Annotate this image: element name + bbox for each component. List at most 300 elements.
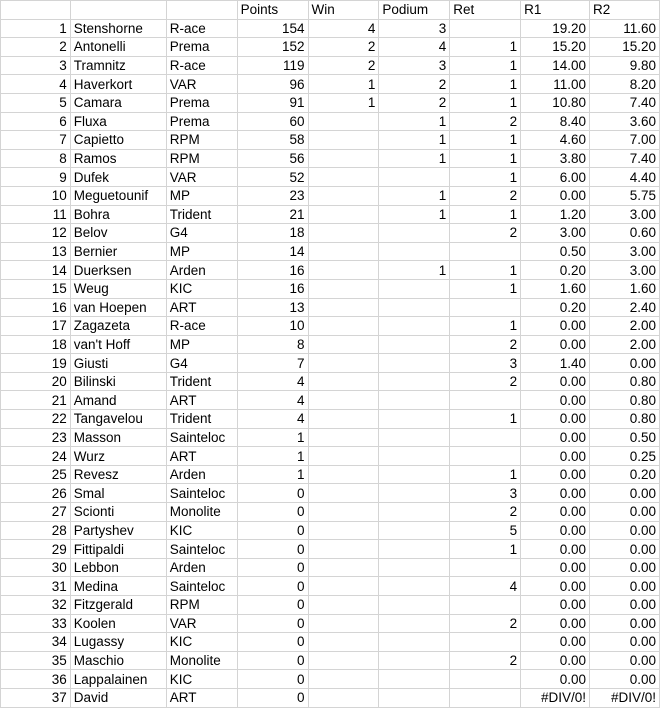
points-cell[interactable]: 18 xyxy=(237,224,308,243)
win-cell[interactable] xyxy=(308,484,379,503)
r1-cell[interactable]: 0.00 xyxy=(521,503,590,522)
points-cell[interactable]: 10 xyxy=(237,317,308,336)
header-cell-podium[interactable]: Podium xyxy=(379,1,450,20)
r2-cell[interactable]: 0.00 xyxy=(590,354,660,373)
team-cell[interactable]: RPM xyxy=(166,149,237,168)
r2-cell[interactable]: 0.80 xyxy=(590,372,660,391)
podium-cell[interactable] xyxy=(379,298,450,317)
team-cell[interactable]: Trident xyxy=(166,205,237,224)
win-cell[interactable]: 1 xyxy=(308,93,379,112)
rank-cell[interactable]: 19 xyxy=(1,354,71,373)
ret-cell[interactable]: 2 xyxy=(450,614,521,633)
driver-cell[interactable]: Bilinski xyxy=(70,372,166,391)
team-cell[interactable]: KIC xyxy=(166,521,237,540)
ret-cell[interactable]: 1 xyxy=(450,56,521,75)
r1-cell[interactable]: 0.20 xyxy=(521,261,590,280)
ret-cell[interactable] xyxy=(450,596,521,615)
r1-cell[interactable]: 0.00 xyxy=(521,558,590,577)
win-cell[interactable] xyxy=(308,410,379,429)
driver-cell[interactable]: Belov xyxy=(70,224,166,243)
ret-cell[interactable] xyxy=(450,670,521,689)
driver-cell[interactable]: Haverkort xyxy=(70,75,166,94)
driver-cell[interactable]: Bernier xyxy=(70,242,166,261)
r1-cell[interactable]: 1.20 xyxy=(521,205,590,224)
r1-cell[interactable]: 0.00 xyxy=(521,596,590,615)
ret-cell[interactable]: 1 xyxy=(450,261,521,280)
ret-cell[interactable] xyxy=(450,428,521,447)
points-cell[interactable]: 0 xyxy=(237,614,308,633)
podium-cell[interactable] xyxy=(379,688,450,707)
win-cell[interactable] xyxy=(308,558,379,577)
driver-cell[interactable]: Duerksen xyxy=(70,261,166,280)
rank-cell[interactable]: 14 xyxy=(1,261,71,280)
points-cell[interactable]: 119 xyxy=(237,56,308,75)
rank-cell[interactable]: 34 xyxy=(1,633,71,652)
ret-cell[interactable]: 1 xyxy=(450,317,521,336)
r2-cell[interactable]: 0.00 xyxy=(590,558,660,577)
ret-cell[interactable] xyxy=(450,242,521,261)
r1-cell[interactable]: 0.00 xyxy=(521,577,590,596)
r1-cell[interactable]: 0.00 xyxy=(521,651,590,670)
r1-cell[interactable]: 0.00 xyxy=(521,465,590,484)
driver-cell[interactable]: Stenshorne xyxy=(70,19,166,38)
podium-cell[interactable]: 1 xyxy=(379,205,450,224)
team-cell[interactable]: VAR xyxy=(166,75,237,94)
points-cell[interactable]: 96 xyxy=(237,75,308,94)
podium-cell[interactable] xyxy=(379,168,450,187)
points-cell[interactable]: 58 xyxy=(237,131,308,150)
rank-cell[interactable]: 24 xyxy=(1,447,71,466)
header-cell-r2[interactable]: R2 xyxy=(590,1,660,20)
win-cell[interactable] xyxy=(308,447,379,466)
podium-cell[interactable] xyxy=(379,317,450,336)
r2-cell[interactable]: 5.75 xyxy=(590,186,660,205)
team-cell[interactable]: Monolite xyxy=(166,651,237,670)
ret-cell[interactable] xyxy=(450,298,521,317)
points-cell[interactable]: 7 xyxy=(237,354,308,373)
points-cell[interactable]: 91 xyxy=(237,93,308,112)
rank-cell[interactable]: 26 xyxy=(1,484,71,503)
team-cell[interactable]: KIC xyxy=(166,279,237,298)
rank-cell[interactable]: 2 xyxy=(1,38,71,57)
rank-cell[interactable]: 13 xyxy=(1,242,71,261)
points-cell[interactable]: 21 xyxy=(237,205,308,224)
header-cell-empty[interactable] xyxy=(70,1,166,20)
r1-cell[interactable]: 11.00 xyxy=(521,75,590,94)
team-cell[interactable]: G4 xyxy=(166,354,237,373)
points-cell[interactable]: 13 xyxy=(237,298,308,317)
rank-cell[interactable]: 9 xyxy=(1,168,71,187)
rank-cell[interactable]: 4 xyxy=(1,75,71,94)
team-cell[interactable]: ART xyxy=(166,688,237,707)
win-cell[interactable] xyxy=(308,596,379,615)
header-cell-ret[interactable]: Ret xyxy=(450,1,521,20)
ret-cell[interactable] xyxy=(450,391,521,410)
podium-cell[interactable]: 4 xyxy=(379,38,450,57)
r1-cell[interactable]: 3.80 xyxy=(521,149,590,168)
points-cell[interactable]: 52 xyxy=(237,168,308,187)
win-cell[interactable] xyxy=(308,224,379,243)
driver-cell[interactable]: Fittipaldi xyxy=(70,540,166,559)
r2-cell[interactable]: 11.60 xyxy=(590,19,660,38)
r1-cell[interactable]: 0.00 xyxy=(521,484,590,503)
team-cell[interactable]: Sainteloc xyxy=(166,577,237,596)
r1-cell[interactable]: 0.00 xyxy=(521,447,590,466)
points-cell[interactable]: 4 xyxy=(237,372,308,391)
driver-cell[interactable]: Lappalainen xyxy=(70,670,166,689)
podium-cell[interactable] xyxy=(379,484,450,503)
r1-cell[interactable]: 0.00 xyxy=(521,410,590,429)
ret-cell[interactable]: 2 xyxy=(450,112,521,131)
ret-cell[interactable]: 1 xyxy=(450,131,521,150)
team-cell[interactable]: R-ace xyxy=(166,317,237,336)
points-cell[interactable]: 0 xyxy=(237,670,308,689)
r2-cell[interactable]: 0.80 xyxy=(590,410,660,429)
ret-cell[interactable]: 1 xyxy=(450,38,521,57)
podium-cell[interactable] xyxy=(379,335,450,354)
win-cell[interactable]: 1 xyxy=(308,75,379,94)
team-cell[interactable]: Sainteloc xyxy=(166,428,237,447)
points-cell[interactable]: 1 xyxy=(237,428,308,447)
points-cell[interactable]: 0 xyxy=(237,503,308,522)
rank-cell[interactable]: 5 xyxy=(1,93,71,112)
win-cell[interactable] xyxy=(308,354,379,373)
header-cell-rank[interactable] xyxy=(1,1,71,20)
r1-cell[interactable]: 14.00 xyxy=(521,56,590,75)
r1-cell[interactable]: 0.00 xyxy=(521,540,590,559)
win-cell[interactable] xyxy=(308,688,379,707)
ret-cell[interactable]: 2 xyxy=(450,186,521,205)
podium-cell[interactable] xyxy=(379,465,450,484)
win-cell[interactable] xyxy=(308,317,379,336)
driver-cell[interactable]: Ramos xyxy=(70,149,166,168)
r2-cell[interactable]: 3.60 xyxy=(590,112,660,131)
win-cell[interactable] xyxy=(308,503,379,522)
points-cell[interactable]: 0 xyxy=(237,577,308,596)
driver-cell[interactable]: Wurz xyxy=(70,447,166,466)
team-cell[interactable]: KIC xyxy=(166,670,237,689)
team-cell[interactable]: MP xyxy=(166,335,237,354)
team-cell[interactable]: Arden xyxy=(166,465,237,484)
podium-cell[interactable]: 3 xyxy=(379,56,450,75)
team-cell[interactable]: Sainteloc xyxy=(166,484,237,503)
rank-cell[interactable]: 12 xyxy=(1,224,71,243)
header-cell-team[interactable] xyxy=(166,1,237,20)
team-cell[interactable]: Trident xyxy=(166,410,237,429)
r1-cell[interactable]: 0.00 xyxy=(521,317,590,336)
win-cell[interactable] xyxy=(308,242,379,261)
team-cell[interactable]: Trident xyxy=(166,372,237,391)
r2-cell[interactable]: 0.00 xyxy=(590,596,660,615)
win-cell[interactable] xyxy=(308,428,379,447)
r1-cell[interactable]: 19.20 xyxy=(521,19,590,38)
podium-cell[interactable] xyxy=(379,540,450,559)
driver-cell[interactable]: Capietto xyxy=(70,131,166,150)
ret-cell[interactable]: 1 xyxy=(450,168,521,187)
win-cell[interactable] xyxy=(308,186,379,205)
rank-cell[interactable]: 35 xyxy=(1,651,71,670)
ret-cell[interactable]: 2 xyxy=(450,503,521,522)
team-cell[interactable]: MP xyxy=(166,186,237,205)
r2-cell[interactable]: 0.00 xyxy=(590,484,660,503)
rank-cell[interactable]: 20 xyxy=(1,372,71,391)
rank-cell[interactable]: 17 xyxy=(1,317,71,336)
ret-cell[interactable]: 3 xyxy=(450,484,521,503)
ret-cell[interactable]: 2 xyxy=(450,372,521,391)
driver-cell[interactable]: Fitzgerald xyxy=(70,596,166,615)
r2-cell[interactable]: 0.00 xyxy=(590,670,660,689)
win-cell[interactable] xyxy=(308,112,379,131)
r1-cell[interactable]: 0.00 xyxy=(521,614,590,633)
team-cell[interactable]: MP xyxy=(166,242,237,261)
points-cell[interactable]: 0 xyxy=(237,596,308,615)
points-cell[interactable]: 0 xyxy=(237,651,308,670)
team-cell[interactable]: G4 xyxy=(166,224,237,243)
podium-cell[interactable] xyxy=(379,633,450,652)
team-cell[interactable]: Prema xyxy=(166,112,237,131)
ret-cell[interactable] xyxy=(450,447,521,466)
ret-cell[interactable]: 1 xyxy=(450,205,521,224)
podium-cell[interactable] xyxy=(379,391,450,410)
podium-cell[interactable]: 1 xyxy=(379,186,450,205)
r2-cell[interactable]: 0.25 xyxy=(590,447,660,466)
podium-cell[interactable]: 1 xyxy=(379,149,450,168)
driver-cell[interactable]: Amand xyxy=(70,391,166,410)
r2-cell[interactable]: 2.40 xyxy=(590,298,660,317)
rank-cell[interactable]: 36 xyxy=(1,670,71,689)
driver-cell[interactable]: Lebbon xyxy=(70,558,166,577)
points-cell[interactable]: 152 xyxy=(237,38,308,57)
ret-cell[interactable] xyxy=(450,633,521,652)
team-cell[interactable]: VAR xyxy=(166,614,237,633)
win-cell[interactable]: 2 xyxy=(308,38,379,57)
team-cell[interactable]: ART xyxy=(166,447,237,466)
podium-cell[interactable]: 1 xyxy=(379,112,450,131)
podium-cell[interactable]: 2 xyxy=(379,93,450,112)
driver-cell[interactable]: Maschio xyxy=(70,651,166,670)
r2-cell[interactable]: 8.20 xyxy=(590,75,660,94)
ret-cell[interactable] xyxy=(450,558,521,577)
driver-cell[interactable]: Zagazeta xyxy=(70,317,166,336)
driver-cell[interactable]: Camara xyxy=(70,93,166,112)
points-cell[interactable]: 60 xyxy=(237,112,308,131)
podium-cell[interactable] xyxy=(379,670,450,689)
podium-cell[interactable] xyxy=(379,410,450,429)
r2-cell[interactable]: 2.00 xyxy=(590,317,660,336)
driver-cell[interactable]: Partyshev xyxy=(70,521,166,540)
r2-cell[interactable]: 2.00 xyxy=(590,335,660,354)
driver-cell[interactable]: Medina xyxy=(70,577,166,596)
driver-cell[interactable]: Weug xyxy=(70,279,166,298)
podium-cell[interactable] xyxy=(379,521,450,540)
driver-cell[interactable]: Tangavelou xyxy=(70,410,166,429)
driver-cell[interactable]: Fluxa xyxy=(70,112,166,131)
team-cell[interactable]: Arden xyxy=(166,558,237,577)
r1-cell[interactable]: 1.60 xyxy=(521,279,590,298)
r1-cell[interactable]: 0.00 xyxy=(521,372,590,391)
rank-cell[interactable]: 7 xyxy=(1,131,71,150)
rank-cell[interactable]: 30 xyxy=(1,558,71,577)
r1-cell[interactable]: 0.00 xyxy=(521,670,590,689)
rank-cell[interactable]: 15 xyxy=(1,279,71,298)
r1-cell[interactable]: 10.80 xyxy=(521,93,590,112)
ret-cell[interactable]: 1 xyxy=(450,279,521,298)
r2-cell[interactable]: 0.00 xyxy=(590,577,660,596)
driver-cell[interactable]: Lugassy xyxy=(70,633,166,652)
win-cell[interactable] xyxy=(308,633,379,652)
r2-cell[interactable]: 4.40 xyxy=(590,168,660,187)
rank-cell[interactable]: 1 xyxy=(1,19,71,38)
points-cell[interactable]: 0 xyxy=(237,633,308,652)
win-cell[interactable]: 2 xyxy=(308,56,379,75)
r1-cell[interactable]: 0.00 xyxy=(521,391,590,410)
rank-cell[interactable]: 33 xyxy=(1,614,71,633)
win-cell[interactable] xyxy=(308,149,379,168)
rank-cell[interactable]: 11 xyxy=(1,205,71,224)
driver-cell[interactable]: van Hoepen xyxy=(70,298,166,317)
rank-cell[interactable]: 31 xyxy=(1,577,71,596)
rank-cell[interactable]: 28 xyxy=(1,521,71,540)
driver-cell[interactable]: Dufek xyxy=(70,168,166,187)
podium-cell[interactable] xyxy=(379,372,450,391)
header-cell-points[interactable]: Points xyxy=(237,1,308,20)
podium-cell[interactable]: 1 xyxy=(379,261,450,280)
team-cell[interactable]: RPM xyxy=(166,596,237,615)
team-cell[interactable]: Sainteloc xyxy=(166,540,237,559)
r1-cell[interactable]: 1.40 xyxy=(521,354,590,373)
rank-cell[interactable]: 21 xyxy=(1,391,71,410)
win-cell[interactable] xyxy=(308,205,379,224)
r2-cell[interactable]: 0.00 xyxy=(590,651,660,670)
driver-cell[interactable]: Tramnitz xyxy=(70,56,166,75)
team-cell[interactable]: R-ace xyxy=(166,19,237,38)
driver-cell[interactable]: Masson xyxy=(70,428,166,447)
points-cell[interactable]: 0 xyxy=(237,558,308,577)
r2-cell[interactable]: 0.00 xyxy=(590,633,660,652)
r1-cell[interactable]: 0.50 xyxy=(521,242,590,261)
r1-cell[interactable]: 4.60 xyxy=(521,131,590,150)
win-cell[interactable] xyxy=(308,131,379,150)
podium-cell[interactable] xyxy=(379,503,450,522)
team-cell[interactable]: Prema xyxy=(166,38,237,57)
points-cell[interactable]: 56 xyxy=(237,149,308,168)
driver-cell[interactable]: Bohra xyxy=(70,205,166,224)
win-cell[interactable] xyxy=(308,540,379,559)
rank-cell[interactable]: 22 xyxy=(1,410,71,429)
points-cell[interactable]: 0 xyxy=(237,484,308,503)
points-cell[interactable]: 1 xyxy=(237,465,308,484)
points-cell[interactable]: 0 xyxy=(237,521,308,540)
rank-cell[interactable]: 18 xyxy=(1,335,71,354)
rank-cell[interactable]: 32 xyxy=(1,596,71,615)
win-cell[interactable] xyxy=(308,372,379,391)
r2-cell[interactable]: 7.40 xyxy=(590,93,660,112)
team-cell[interactable]: KIC xyxy=(166,633,237,652)
win-cell[interactable] xyxy=(308,279,379,298)
podium-cell[interactable]: 3 xyxy=(379,19,450,38)
ret-cell[interactable]: 1 xyxy=(450,93,521,112)
driver-cell[interactable]: Koolen xyxy=(70,614,166,633)
header-cell-win[interactable]: Win xyxy=(308,1,379,20)
rank-cell[interactable]: 29 xyxy=(1,540,71,559)
podium-cell[interactable] xyxy=(379,614,450,633)
win-cell[interactable] xyxy=(308,168,379,187)
win-cell[interactable] xyxy=(308,614,379,633)
rank-cell[interactable]: 6 xyxy=(1,112,71,131)
points-cell[interactable]: 16 xyxy=(237,279,308,298)
points-cell[interactable]: 4 xyxy=(237,410,308,429)
points-cell[interactable]: 23 xyxy=(237,186,308,205)
driver-cell[interactable]: Smal xyxy=(70,484,166,503)
r2-cell[interactable]: 3.00 xyxy=(590,242,660,261)
driver-cell[interactable]: Antonelli xyxy=(70,38,166,57)
ret-cell[interactable]: 2 xyxy=(450,224,521,243)
ret-cell[interactable]: 5 xyxy=(450,521,521,540)
points-cell[interactable]: 154 xyxy=(237,19,308,38)
win-cell[interactable] xyxy=(308,335,379,354)
r1-cell[interactable]: 0.00 xyxy=(521,428,590,447)
r1-cell[interactable]: 0.00 xyxy=(521,633,590,652)
ret-cell[interactable]: 2 xyxy=(450,651,521,670)
driver-cell[interactable]: van't Hoff xyxy=(70,335,166,354)
points-cell[interactable]: 16 xyxy=(237,261,308,280)
podium-cell[interactable] xyxy=(379,447,450,466)
r1-cell[interactable]: #DIV/0! xyxy=(521,688,590,707)
r2-cell[interactable]: 9.80 xyxy=(590,56,660,75)
podium-cell[interactable] xyxy=(379,279,450,298)
r1-cell[interactable]: 8.40 xyxy=(521,112,590,131)
podium-cell[interactable]: 2 xyxy=(379,75,450,94)
rank-cell[interactable]: 10 xyxy=(1,186,71,205)
points-cell[interactable]: 1 xyxy=(237,447,308,466)
driver-cell[interactable]: Giusti xyxy=(70,354,166,373)
ret-cell[interactable]: 1 xyxy=(450,149,521,168)
team-cell[interactable]: R-ace xyxy=(166,56,237,75)
rank-cell[interactable]: 25 xyxy=(1,465,71,484)
ret-cell[interactable]: 2 xyxy=(450,335,521,354)
r2-cell[interactable]: 7.00 xyxy=(590,131,660,150)
team-cell[interactable]: RPM xyxy=(166,131,237,150)
r2-cell[interactable]: 15.20 xyxy=(590,38,660,57)
podium-cell[interactable] xyxy=(379,224,450,243)
team-cell[interactable]: Arden xyxy=(166,261,237,280)
team-cell[interactable]: ART xyxy=(166,298,237,317)
ret-cell[interactable]: 1 xyxy=(450,75,521,94)
r2-cell[interactable]: #DIV/0! xyxy=(590,688,660,707)
win-cell[interactable] xyxy=(308,651,379,670)
team-cell[interactable]: Prema xyxy=(166,93,237,112)
points-cell[interactable]: 14 xyxy=(237,242,308,261)
ret-cell[interactable]: 1 xyxy=(450,540,521,559)
r2-cell[interactable]: 1.60 xyxy=(590,279,660,298)
rank-cell[interactable]: 37 xyxy=(1,688,71,707)
podium-cell[interactable]: 1 xyxy=(379,131,450,150)
team-cell[interactable]: Monolite xyxy=(166,503,237,522)
win-cell[interactable] xyxy=(308,298,379,317)
podium-cell[interactable] xyxy=(379,577,450,596)
podium-cell[interactable] xyxy=(379,558,450,577)
win-cell[interactable] xyxy=(308,577,379,596)
r1-cell[interactable]: 0.00 xyxy=(521,335,590,354)
points-cell[interactable]: 4 xyxy=(237,391,308,410)
ret-cell[interactable]: 4 xyxy=(450,577,521,596)
podium-cell[interactable] xyxy=(379,354,450,373)
rank-cell[interactable]: 23 xyxy=(1,428,71,447)
team-cell[interactable]: VAR xyxy=(166,168,237,187)
r2-cell[interactable]: 7.40 xyxy=(590,149,660,168)
rank-cell[interactable]: 27 xyxy=(1,503,71,522)
win-cell[interactable] xyxy=(308,670,379,689)
